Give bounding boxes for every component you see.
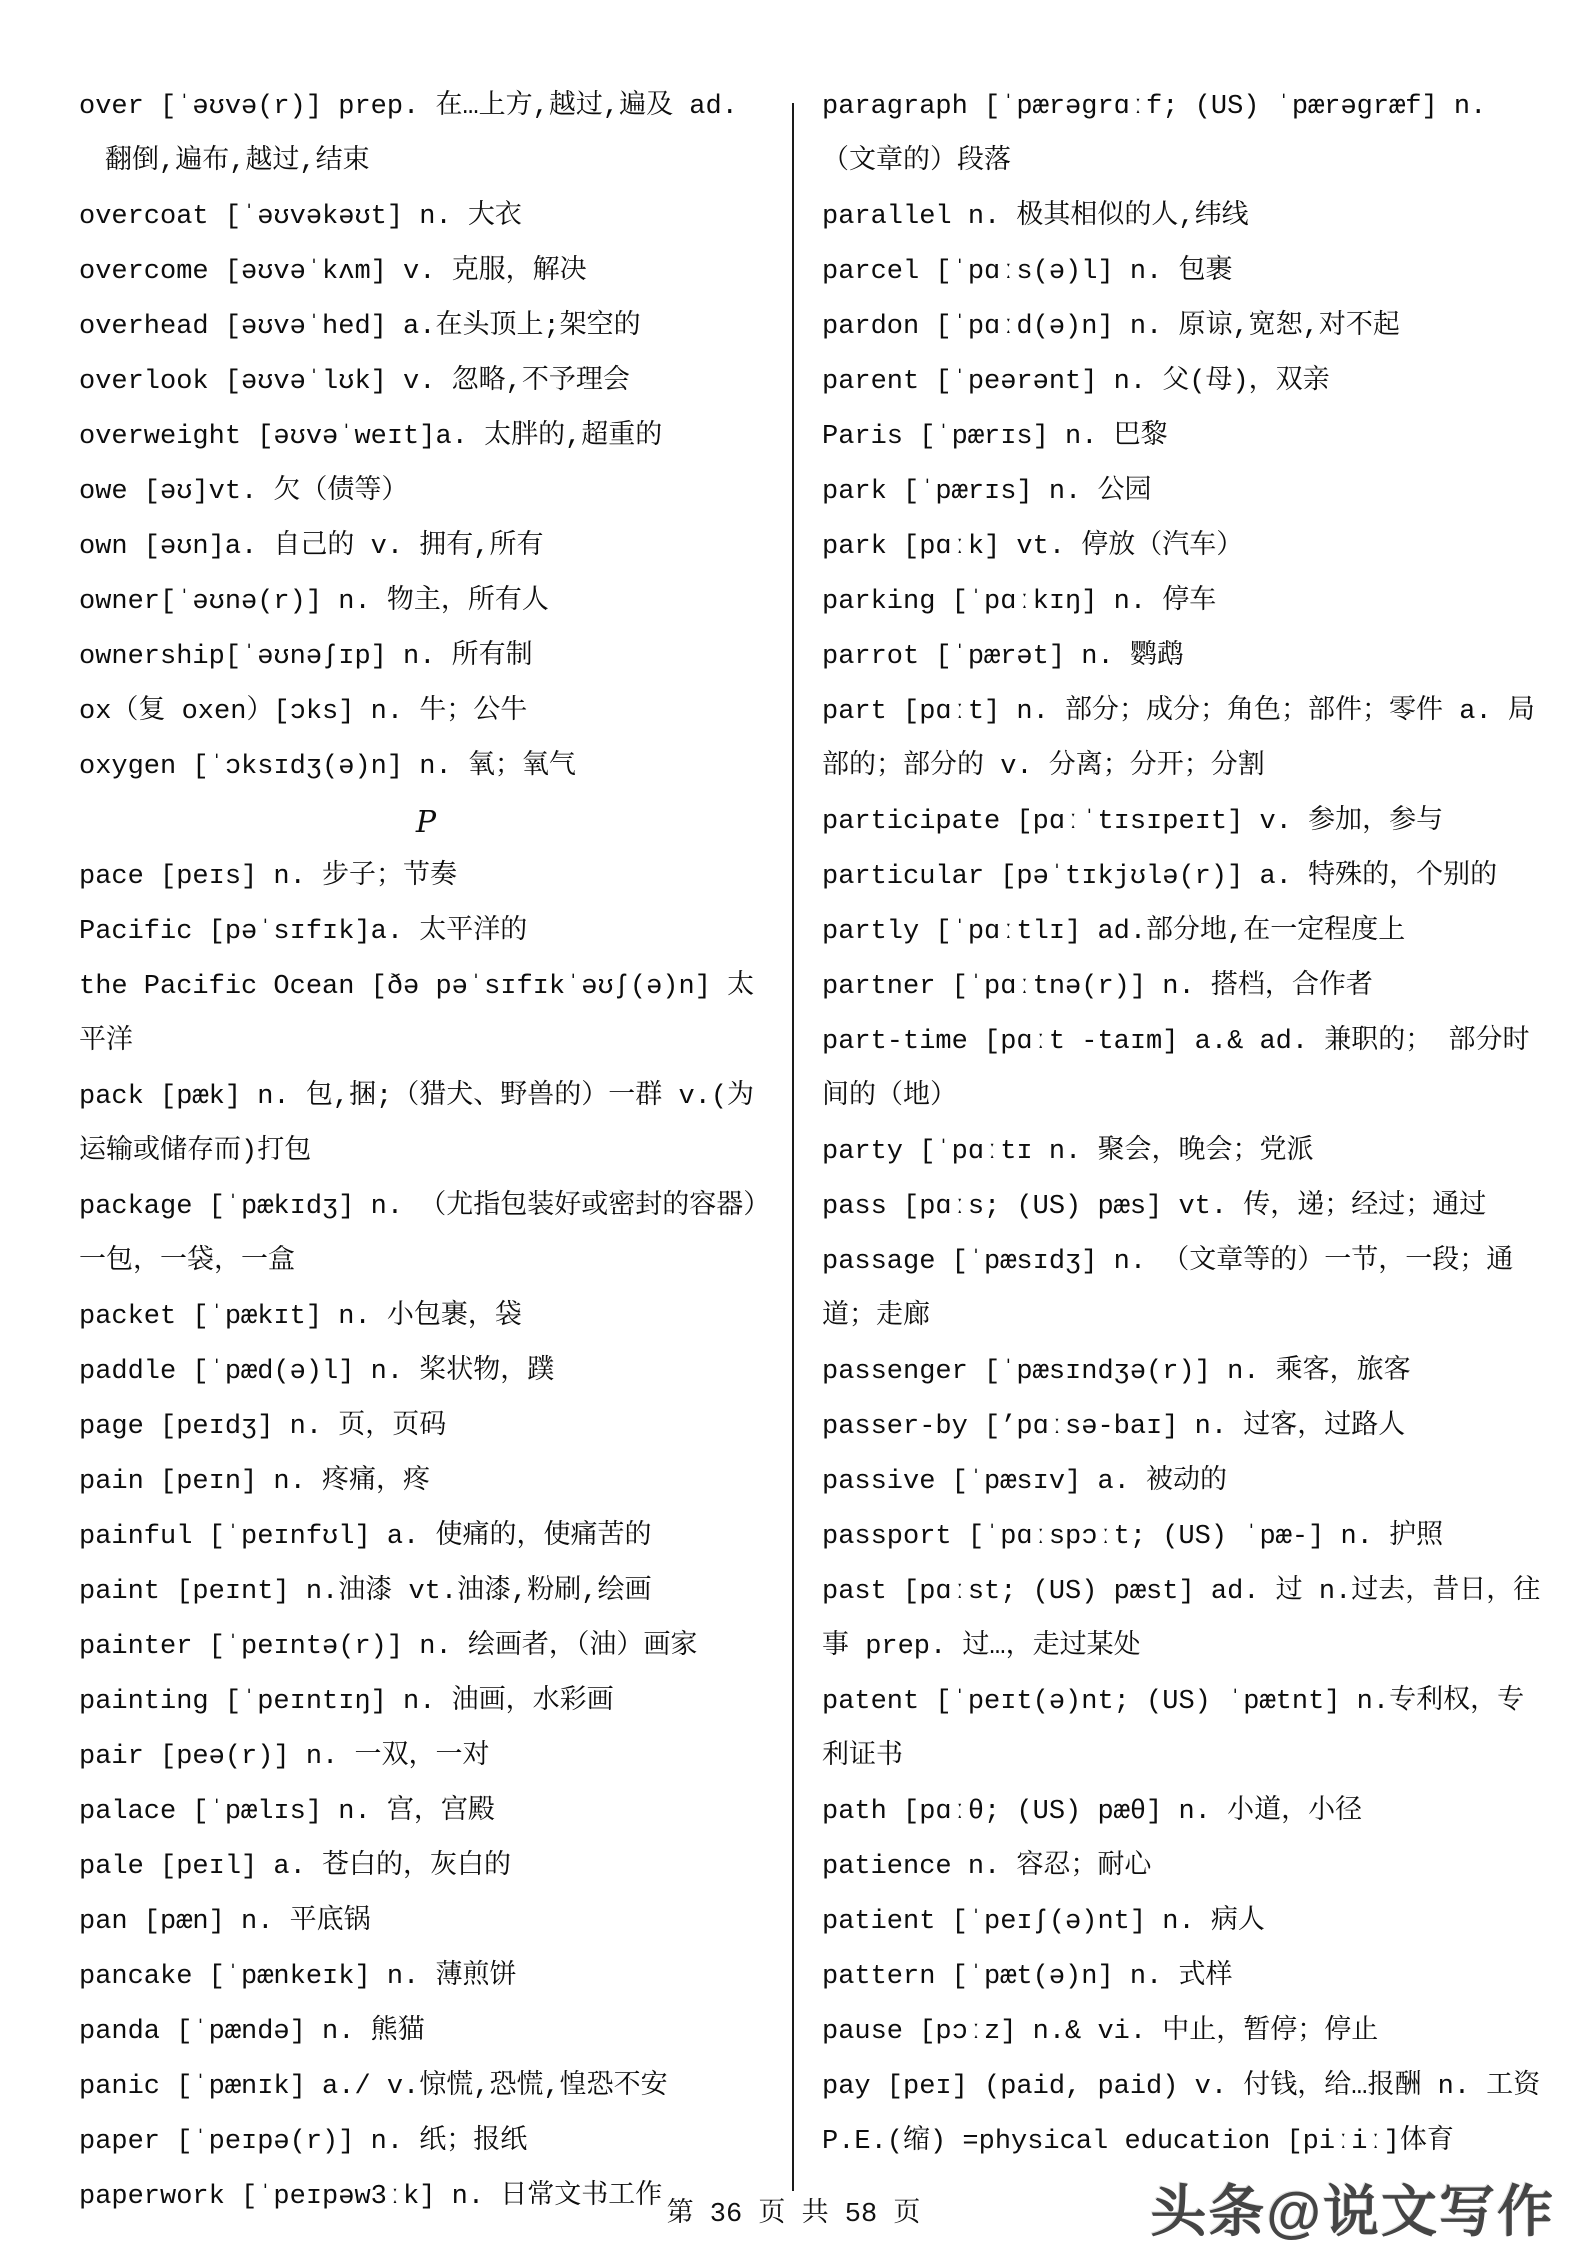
left-column <box>79 80 773 2225</box>
dictionary-entry: partner [ˈpɑːtnə(r)] n. 搭档，合作者 <box>822 972 1373 1002</box>
dictionary-entry: panda [ˈpændə] n. 熊猫 <box>79 2017 425 2047</box>
dictionary-entry: page [peɪdʒ] n. 页，页码 <box>79 1412 447 1442</box>
dictionary-entry: path [pɑːθ; (US) pæθ] n. 小道，小径 <box>822 1797 1363 1827</box>
page-number-footer: 第 36 页 共 58 页 <box>666 2200 921 2230</box>
dictionary-entry: passport [ˈpɑːspɔːt; (US) ˈpæ-] n. 护照 <box>822 1522 1444 1552</box>
dictionary-entry: pause [pɔːz] n.& vi. 中止，暂停；停止 <box>822 2017 1379 2047</box>
dictionary-entry: panic [ˈpænɪk] a./ v.惊慌,恐慌,惶恐不安 <box>79 2072 668 2102</box>
dictionary-entry: owe [əʊ]vt. 欠（债等） <box>79 477 409 507</box>
dictionary-entry: oxygen [ˈɔksɪdʒ(ə)n] n. 氧；氧气 <box>79 752 576 782</box>
dictionary-entry: patience n. 容忍；耐心 <box>822 1852 1152 1882</box>
dictionary-entry: paddle [ˈpæd(ə)l] n. 桨状物，蹼 <box>79 1357 555 1387</box>
dictionary-entry: palace [ˈpælɪs] n. 宫，宫殿 <box>79 1797 495 1827</box>
dictionary-entry: overhead [əʊvəˈhed] a.在头顶上;架空的 <box>79 312 641 342</box>
section-heading: P <box>415 805 437 840</box>
dictionary-entry: park [pɑːk] vt. 停放（汽车） <box>822 532 1244 562</box>
dictionary-entry: pattern [ˈpæt(ə)n] n. 式样 <box>822 1962 1233 1992</box>
dictionary-entry: pay [peɪ] (paid, paid) v. 付钱，给…报酬 n. 工资 <box>822 2072 1541 2102</box>
dictionary-entry: part-time [pɑːt -taɪm] a.& ad. 兼职的； 部分时间的（地） <box>822 1027 1530 1112</box>
dictionary-entry: painter [ˈpeɪntə(r)] n. 绘画者，（油）画家 <box>79 1632 698 1662</box>
dictionary-entry: pack [pæk] n. 包,捆;（猎犬、野兽的）一群 v.(为运输或储存而)打包 <box>79 1082 755 1167</box>
dictionary-entry: pan [pæn] n. 平底锅 <box>79 1907 371 1937</box>
dictionary-entry: pardon [ˈpɑːd(ə)n] n. 原谅,宽恕,对不起 <box>822 312 1400 342</box>
dictionary-entry: paper [ˈpeɪpə(r)] n. 纸；报纸 <box>79 2127 528 2157</box>
dictionary-entry: pair [peə(r)] n. 一双，一对 <box>79 1742 490 1772</box>
dictionary-entry: paperwork [ˈpeɪpəw3ːk] n. 日常文书工作 <box>79 2182 663 2212</box>
watermark-text: 头条@说文写作 <box>1150 2180 1555 2243</box>
dictionary-entry: packet [ˈpækɪt] n. 小包裹，袋 <box>79 1302 522 1332</box>
dictionary-entry: pass [pɑːs; (US) pæs] vt. 传，递；经过；通过 <box>822 1192 1487 1222</box>
dictionary-entry: Pacific [pəˈsɪfɪk]a. 太平洋的 <box>79 917 528 947</box>
dictionary-entry: the Pacific Ocean [ðə pəˈsɪfɪkˈəʊʃ(ə)n] 太平洋 <box>79 972 755 1057</box>
dictionary-entry: painful [ˈpeɪnfʊl] a. 使痛的，使痛苦的 <box>79 1522 652 1552</box>
dictionary-entry: pain [peɪn] n. 疼痛，疼 <box>79 1467 431 1497</box>
dictionary-entry: parking [ˈpɑːkɪŋ] n. 停车 <box>822 587 1217 617</box>
dictionary-entry: particular [pəˈtɪkjʊlə(r)] a. 特殊的，个别的 <box>822 862 1498 892</box>
dictionary-entry: parcel [ˈpɑːs(ə)l] n. 包裹 <box>822 257 1233 287</box>
dictionary-entry: overlook [əʊvəˈlʊk] v. 忽略,不予理会 <box>79 367 630 397</box>
dictionary-entry: party [ˈpɑːtɪ n. 聚会，晚会；党派 <box>822 1137 1314 1167</box>
dictionary-entry: own [əʊn]a. 自己的 v. 拥有,所有 <box>79 532 544 562</box>
dictionary-entry: overcome [əʊvəˈkʌm] v. 克服，解决 <box>79 257 587 287</box>
dictionary-entry: painting [ˈpeɪntɪŋ] n. 油画，水彩画 <box>79 1687 614 1717</box>
dictionary-entry: parent [ˈpeərənt] n. 父(母)，双亲 <box>822 367 1330 397</box>
dictionary-entry: passer-by [’pɑːsə-baɪ] n. 过客，过路人 <box>822 1412 1406 1442</box>
dictionary-entry: passenger [ˈpæsɪndʒə(r)] n. 乘客，旅客 <box>822 1357 1411 1387</box>
dictionary-entry: pace [peɪs] n. 步子；节奏 <box>79 862 458 892</box>
dictionary-entry: park [ˈpærɪs] n. 公园 <box>822 477 1152 507</box>
dictionary-entry: paint [peɪnt] n.油漆 vt.油漆,粉刷,绘画 <box>79 1577 652 1607</box>
dictionary-entry: ox（复 oxen）[ɔks] n. 牛；公牛 <box>79 697 528 727</box>
dictionary-entry: ownership[ˈəʊnəʃɪp] n. 所有制 <box>79 642 533 672</box>
dictionary-entry: P.E.(缩) =physical education [piːiː]体育 <box>822 2127 1454 2157</box>
dictionary-entry: patent [ˈpeɪt(ə)nt; (US) ˈpætnt] n.专利权，专利证书 <box>822 1687 1525 1772</box>
dictionary-entry: parallel n. 极其相似的人,纬线 <box>822 202 1249 232</box>
dictionary-entry: passage [ˈpæsɪdʒ] n. （文章等的）一节，一段；通道；走廊 <box>822 1247 1514 1332</box>
dictionary-entry: patient [ˈpeɪʃ(ə)nt] n. 病人 <box>822 1907 1265 1937</box>
dictionary-entry: over [ˈəʊvə(r)] prep. 在…上方,越过,遍及 ad. 翻倒,遍布,越过,结束 <box>79 92 738 177</box>
dictionary-entry: Paris [ˈpærɪs] n. 巴黎 <box>822 422 1168 452</box>
dictionary-entry: pancake [ˈpænkeɪk] n. 薄煎饼 <box>79 1962 517 1992</box>
dictionary-entry: pale [peɪl] a. 苍白的，灰白的 <box>79 1852 512 1882</box>
dictionary-entry: overweight [əʊvəˈweɪt]a. 太胖的,超重的 <box>79 422 663 452</box>
dictionary-entry: part [pɑːt] n. 部分；成分；角色；部件；零件 a. 局部的；部分的 v. 分离；分开；分割 <box>822 697 1535 782</box>
dictionary-entry: passive [ˈpæsɪv] a. 被动的 <box>822 1467 1228 1497</box>
dictionary-entry: partly [ˈpɑːtlɪ] ad.部分地,在一定程度上 <box>822 917 1406 947</box>
dictionary-entry: past [pɑːst; (US) pæst] ad. 过 n.过去，昔日，往事 prep. 过…，走过某处 <box>822 1577 1541 1662</box>
dictionary-entry: participate [pɑːˈtɪsɪpeɪt] v. 参加，参与 <box>822 807 1444 837</box>
dictionary-entry: owner[ˈəʊnə(r)] n. 物主，所有人 <box>79 587 549 617</box>
dictionary-entry: package [ˈpækɪdʒ] n. （尤指包装好或密封的容器）一包，一袋，一盒 <box>79 1192 771 1277</box>
column-divider-line <box>792 103 794 2191</box>
dictionary-entry: overcoat [ˈəʊvəkəʊt] n. 大衣 <box>79 202 522 232</box>
dictionary-entry: paragraph [ˈpærəgrɑːf; (US) ˈpærəgræf] n. （文章的）段落 <box>822 92 1487 177</box>
dictionary-entry: parrot [ˈpærət] n. 鹦鹉 <box>822 642 1184 672</box>
right-column <box>822 80 1548 2170</box>
